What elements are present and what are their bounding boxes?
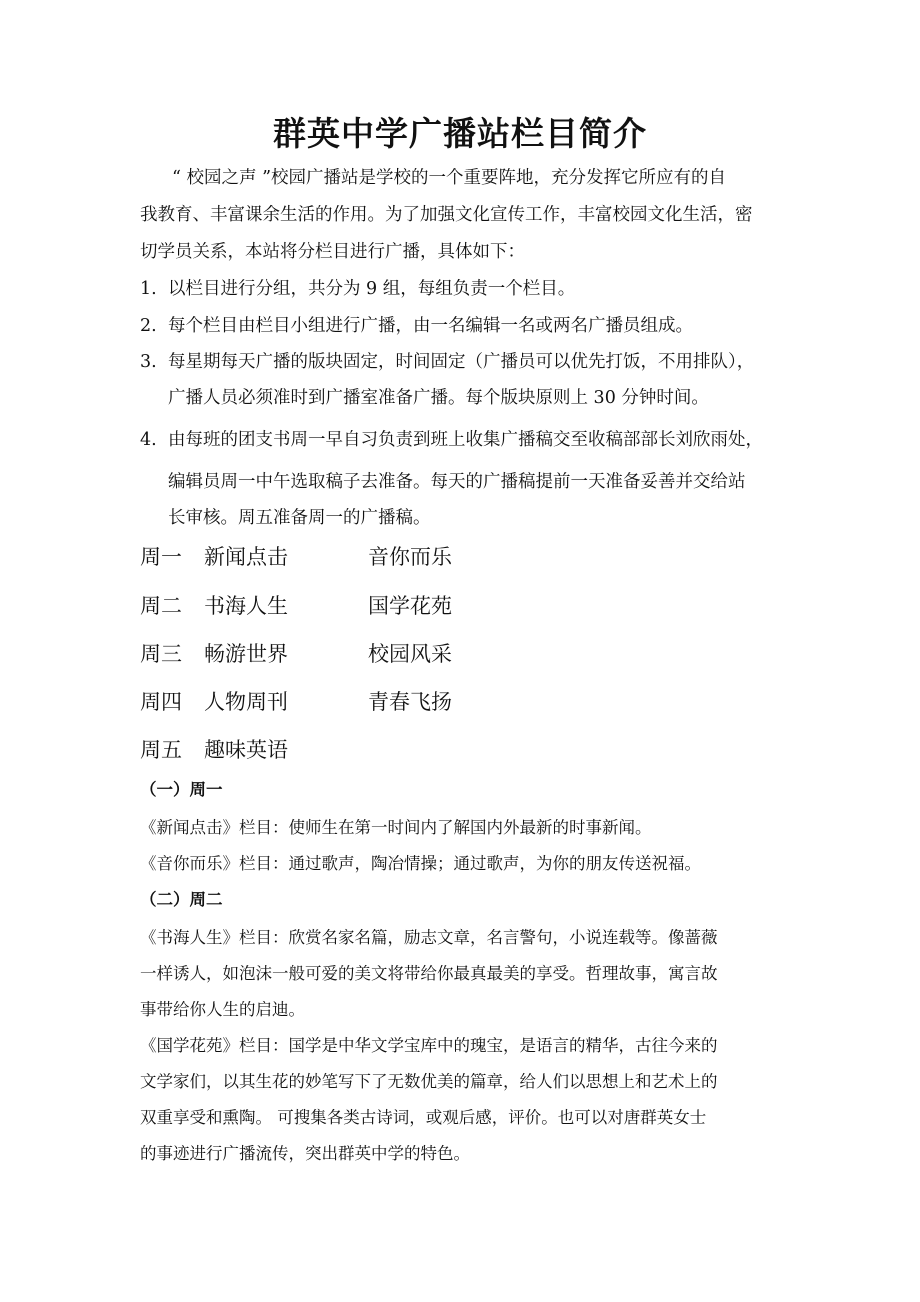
- schedule-column: 新闻点击: [204, 545, 288, 569]
- section-line: 《书海人生》栏目：欣赏名家名篇，励志文章，名言警句，小说连载等。像蔷薇: [140, 928, 718, 947]
- rule-text: 每星期每天广播的版块固定，时间固定（广播员可以优先打饭，不用排队），: [168, 352, 755, 372]
- intro-line: 切学员关系，本站将分栏目进行广播，具体如下：: [140, 242, 525, 262]
- section-line: 文学家们，以其生花的妙笔写下了无数优美的篇章，给人们以思想上和艺术上的: [140, 1072, 718, 1091]
- section-line: 《国学花苑》栏目：国学是中华文学宝库中的瑰宝，是语言的精华，古往今来的: [140, 1036, 718, 1055]
- schedule-column: 音你而乐: [368, 545, 452, 569]
- schedule-day: 周五: [140, 738, 182, 762]
- rule-number: 3.: [140, 352, 157, 372]
- section-line: 双重享受和熏陶。 可搜集各类古诗词，或观后感，评价。也可以对唐群英女士: [140, 1108, 707, 1127]
- schedule-column: 畅游世界: [204, 642, 288, 666]
- rule-number: 4.: [140, 430, 157, 450]
- intro-line: 我教育、丰富课余生活的作用。为了加强文化宣传工作，丰富校园文化生活，密: [140, 205, 753, 225]
- schedule-day: 周一: [140, 545, 182, 569]
- section-heading: （一）周一: [140, 780, 223, 799]
- schedule-day: 周四: [140, 690, 182, 714]
- section-line: 一样诱人，如泡沫一般可爱的美文将带给你最真最美的享受。哲理故事，寓言故: [140, 964, 718, 983]
- section-line: 事带给你人生的启迪。: [140, 1000, 305, 1019]
- rule-text: 以栏目进行分组，共分为 9 组，每组负责一个栏目。: [168, 279, 576, 299]
- schedule-column: 校园风采: [368, 642, 452, 666]
- schedule-column: 人物周刊: [204, 690, 288, 714]
- rule-text: 编辑员周一中午选取稿子去准备。每天的广播稿提前一天准备妥善并交给站: [168, 472, 746, 492]
- section-line: 的事迹进行广播流传，突出群英中学的特色。: [140, 1144, 470, 1163]
- section-heading: （二）周二: [140, 890, 223, 909]
- schedule-column: 书海人生: [204, 594, 288, 618]
- intro-line: “ 校园之声 ”校园广播站是学校的一个重要阵地，充分发挥它所应有的自: [172, 168, 727, 188]
- rule-number: 1.: [140, 279, 157, 299]
- schedule-column: 趣味英语: [204, 738, 288, 762]
- rule-text: 由每班的团支书周一早自习负责到班上收集广播稿交至收稿部部长刘欣雨处，: [168, 430, 763, 450]
- section-line: 《音你而乐》栏目：通过歌声，陶冶情操；通过歌声，为你的朋友传送祝福。: [140, 854, 701, 873]
- document-title: 群英中学广播站栏目简介: [273, 114, 647, 153]
- section-line: 《新闻点击》栏目：使师生在第一时间内了解国内外最新的时事新闻。: [140, 818, 652, 837]
- rule-number: 2.: [140, 316, 157, 336]
- rule-text: 长审核。周五准备周一的广播稿。: [168, 508, 431, 528]
- rule-text: 每个栏目由栏目小组进行广播，由一名编辑一名或两名广播员组成。: [168, 316, 693, 336]
- schedule-column: 国学花苑: [368, 594, 452, 618]
- schedule-day: 周二: [140, 594, 182, 618]
- schedule-day: 周三: [140, 642, 182, 666]
- rule-text: 广播人员必须准时到广播室准备广播。每个版块原则上 30 分钟时间。: [168, 388, 709, 408]
- schedule-column: 青春飞扬: [368, 690, 452, 714]
